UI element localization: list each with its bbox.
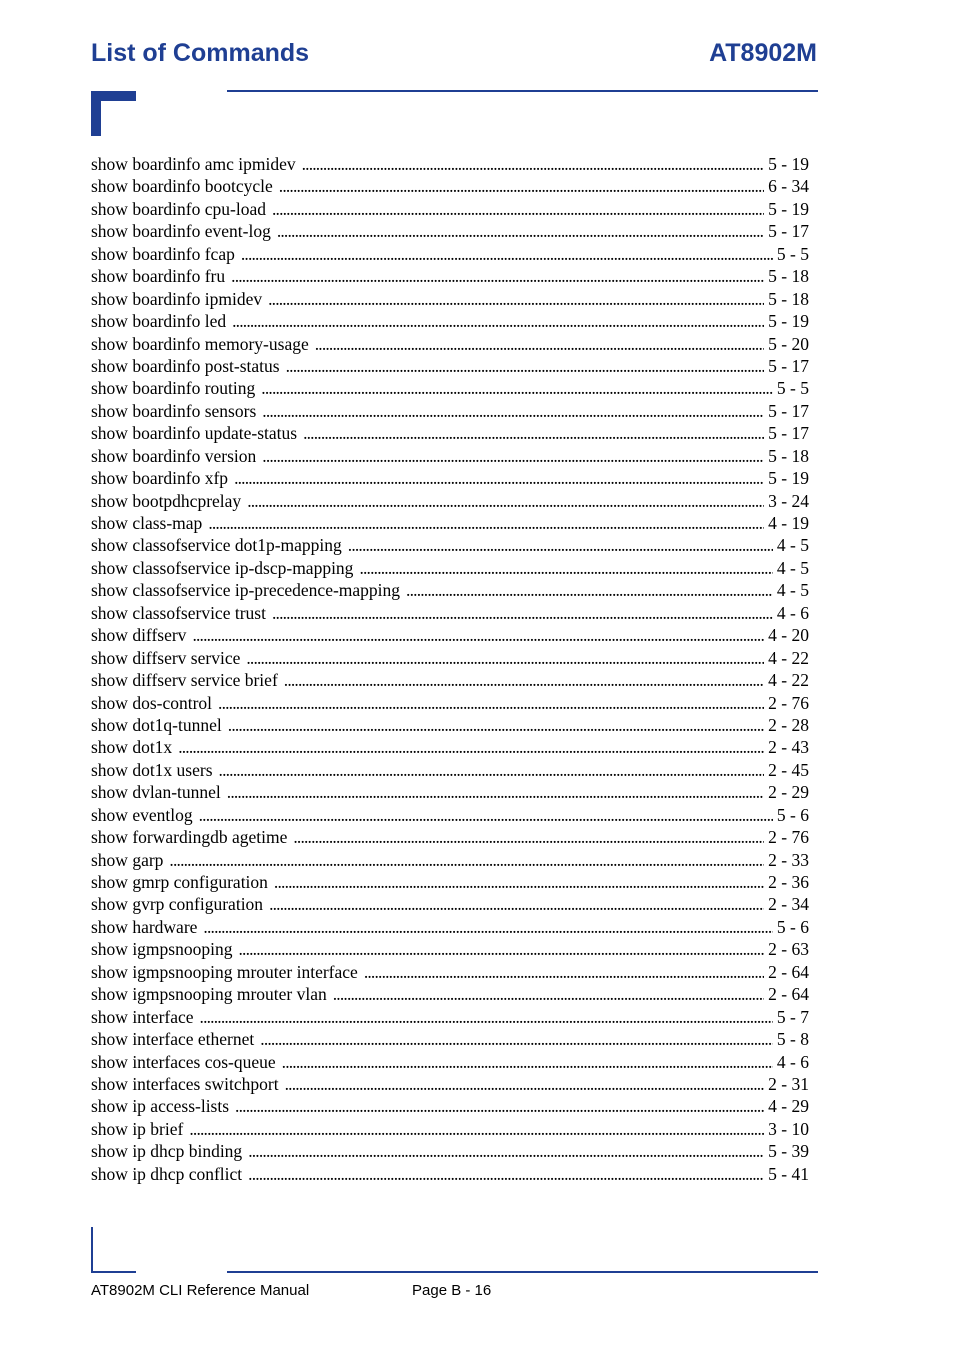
command-entry[interactable] <box>91 333 809 355</box>
command-name: show garp <box>91 849 164 870</box>
command-entry[interactable] <box>91 490 809 512</box>
dot-leader <box>269 893 764 915</box>
command-entry[interactable] <box>91 871 809 893</box>
dot-leader <box>192 624 764 646</box>
command-name: show boardinfo ipmidev <box>91 288 263 309</box>
command-entry[interactable] <box>91 377 809 399</box>
command-page-ref: 4 - 5 <box>776 557 809 578</box>
command-name: show dot1q-tunnel <box>91 714 222 735</box>
command-name: show diffserv <box>91 625 187 646</box>
command-page-ref: 2 - 33 <box>768 849 809 870</box>
command-page-ref: 4 - 19 <box>768 513 809 533</box>
dot-leader <box>261 377 773 399</box>
command-name: show ip brief <box>91 1118 184 1139</box>
command-entry[interactable] <box>91 938 809 960</box>
command-entry[interactable] <box>91 692 809 714</box>
command-page-ref: 5 - 17 <box>768 400 809 421</box>
dot-leader <box>286 355 765 377</box>
command-entry[interactable] <box>91 355 809 377</box>
command-entry[interactable] <box>91 1028 809 1050</box>
dot-leader <box>247 490 764 512</box>
product-name: AT8902M <box>709 39 817 67</box>
command-page-ref: 4 - 6 <box>776 1051 809 1072</box>
command-page-ref: 2 - 64 <box>768 984 809 1005</box>
command-entry[interactable] <box>91 220 809 242</box>
command-entry[interactable] <box>91 849 809 871</box>
manual-title: AT8902M CLI Reference Manual <box>91 1282 310 1299</box>
command-page-ref: 5 - 20 <box>768 333 809 354</box>
command-name: show boardinfo routing <box>91 378 256 399</box>
command-name: show boardinfo memory-usage <box>91 333 309 354</box>
command-name: show boardinfo amc ipmidev <box>91 154 296 174</box>
command-page-ref: 5 - 7 <box>776 1006 809 1027</box>
header-rule <box>227 90 818 92</box>
command-entry[interactable] <box>91 265 809 287</box>
command-name: show boardinfo sensors <box>91 400 257 421</box>
footer-rule <box>227 1271 818 1273</box>
command-name: show diffserv service <box>91 647 241 668</box>
command-page-ref: 2 - 64 <box>768 961 809 982</box>
command-name: show igmpsnooping mrouter vlan <box>91 984 327 1005</box>
command-page-ref: 5 - 5 <box>776 243 809 264</box>
command-entry[interactable] <box>91 400 809 422</box>
dot-leader <box>272 602 773 624</box>
command-entry[interactable] <box>91 1140 809 1162</box>
command-entry[interactable] <box>91 288 809 310</box>
command-page-ref: 4 - 6 <box>776 602 809 623</box>
command-entry[interactable] <box>91 1163 809 1185</box>
command-entry[interactable] <box>91 243 809 265</box>
dot-leader <box>169 849 764 871</box>
command-entry[interactable] <box>91 781 809 803</box>
command-name: show boardinfo fcap <box>91 243 235 264</box>
command-name: show eventlog <box>91 804 193 825</box>
command-page-ref: 5 - 17 <box>768 355 809 376</box>
dot-leader <box>262 445 764 467</box>
command-name: show dvlan-tunnel <box>91 782 221 803</box>
command-page-ref: 5 - 19 <box>768 154 809 174</box>
dot-leader <box>274 871 764 893</box>
dot-leader <box>364 961 764 983</box>
dot-leader <box>219 759 765 781</box>
command-entry[interactable] <box>91 624 809 646</box>
dot-leader <box>199 804 773 826</box>
dot-leader <box>218 692 764 714</box>
dot-leader <box>262 400 764 422</box>
page-number: Page B - 16 <box>412 1282 492 1299</box>
corner-mark-top-vertical <box>91 91 101 136</box>
command-entry[interactable] <box>91 759 809 781</box>
command-entry[interactable] <box>91 198 809 220</box>
command-name: show interface ethernet <box>91 1029 255 1050</box>
dot-leader <box>277 220 764 242</box>
command-page-ref: 2 - 31 <box>768 1073 809 1094</box>
dot-leader <box>232 310 764 332</box>
command-name: show ip dhcp binding <box>91 1141 243 1162</box>
command-entry[interactable] <box>91 669 809 691</box>
command-page-ref: 2 - 43 <box>768 737 809 758</box>
dot-leader <box>178 736 764 758</box>
command-name: show boardinfo led <box>91 311 227 332</box>
dot-leader <box>241 243 773 265</box>
command-name: show boardinfo cpu-load <box>91 198 266 219</box>
command-entry[interactable] <box>91 445 809 467</box>
corner-mark-bottom-horizontal <box>91 1271 136 1273</box>
command-entry[interactable] <box>91 983 809 1005</box>
command-page-ref: 5 - 18 <box>768 445 809 466</box>
command-entry[interactable] <box>91 512 809 534</box>
command-entry[interactable] <box>91 467 809 489</box>
command-page-ref: 5 - 6 <box>776 804 809 825</box>
command-entry[interactable] <box>91 1051 809 1073</box>
command-page-ref: 6 - 34 <box>768 176 809 197</box>
command-page-ref: 5 - 19 <box>768 198 809 219</box>
command-entry[interactable] <box>91 557 809 579</box>
command-page-ref: 5 - 6 <box>776 916 809 937</box>
command-page-ref: 3 - 24 <box>768 490 809 511</box>
dot-leader <box>282 1051 773 1073</box>
command-entry[interactable] <box>91 1095 809 1117</box>
command-page-ref: 5 - 5 <box>776 378 809 399</box>
command-name: show igmpsnooping <box>91 939 233 960</box>
dot-leader <box>238 938 764 960</box>
command-page-ref: 2 - 36 <box>768 872 809 892</box>
command-page-ref: 5 - 19 <box>768 311 809 332</box>
command-page-ref: 2 - 29 <box>768 782 809 803</box>
dot-leader <box>279 175 764 197</box>
command-entry[interactable] <box>91 826 809 848</box>
dot-leader <box>285 1073 765 1095</box>
command-page-ref: 5 - 18 <box>768 288 809 309</box>
dot-leader <box>200 1006 773 1028</box>
command-page-ref: 2 - 45 <box>768 759 809 780</box>
corner-mark-bottom-vertical <box>91 1227 93 1273</box>
command-page-ref: 5 - 39 <box>768 1141 809 1162</box>
command-name: show boardinfo fru <box>91 266 226 287</box>
command-entry[interactable] <box>91 534 809 556</box>
command-name: show classofservice ip-dscp-mapping <box>91 557 354 578</box>
command-entry[interactable] <box>91 1118 809 1140</box>
command-entry[interactable] <box>91 310 809 332</box>
command-name: show ip access-lists <box>91 1096 230 1117</box>
command-page-ref: 2 - 28 <box>768 714 809 735</box>
command-name: show dos-control <box>91 692 213 713</box>
command-page-ref: 3 - 10 <box>768 1118 809 1139</box>
command-name: show boardinfo bootcycle <box>91 176 273 197</box>
command-page-ref: 5 - 19 <box>768 468 809 489</box>
command-name: show boardinfo event-log <box>91 221 271 242</box>
command-page-ref: 4 - 22 <box>768 670 809 691</box>
command-entry[interactable] <box>91 916 809 938</box>
command-entry[interactable] <box>91 647 809 669</box>
command-entry[interactable] <box>91 1073 809 1095</box>
command-name: show bootpdhcprelay <box>91 490 242 511</box>
command-page-ref: 5 - 41 <box>768 1163 809 1184</box>
page-title: List of Commands <box>91 39 310 67</box>
dot-leader <box>208 512 764 534</box>
command-entry[interactable] <box>91 893 809 915</box>
dot-leader <box>268 288 764 310</box>
dot-leader <box>302 153 765 175</box>
command-entry[interactable] <box>91 579 809 601</box>
dot-leader <box>293 826 764 848</box>
dot-leader <box>228 714 764 736</box>
dot-leader <box>189 1118 764 1140</box>
command-name: show dot1x users <box>91 759 213 780</box>
command-entry[interactable] <box>91 714 809 736</box>
command-page-ref: 2 - 63 <box>768 939 809 960</box>
command-page-ref: 4 - 20 <box>768 625 809 646</box>
command-name: show boardinfo xfp <box>91 468 229 489</box>
command-page-ref: 4 - 5 <box>776 535 809 556</box>
command-page-ref: 5 - 18 <box>768 266 809 287</box>
command-entry[interactable] <box>91 736 809 758</box>
dot-leader <box>348 534 773 556</box>
command-name: show interfaces cos-queue <box>91 1051 276 1072</box>
dot-leader <box>406 579 773 601</box>
command-entry[interactable] <box>91 804 809 826</box>
dot-leader <box>235 1095 764 1117</box>
command-entry[interactable] <box>91 175 809 197</box>
dot-leader <box>203 916 773 938</box>
command-name: show diffserv service brief <box>91 670 278 691</box>
command-name: show hardware <box>91 916 198 937</box>
command-name: show interfaces switchport <box>91 1073 279 1094</box>
dot-leader <box>260 1028 773 1050</box>
dot-leader <box>231 265 764 287</box>
command-page-ref: 4 - 22 <box>768 647 809 668</box>
command-page-ref: 5 - 17 <box>768 423 809 444</box>
command-index-list <box>91 153 809 1185</box>
command-name: show boardinfo version <box>91 445 257 466</box>
command-page-ref: 5 - 17 <box>768 221 809 242</box>
command-name: show gmrp configuration <box>91 872 268 892</box>
command-name: show forwardingdb agetime <box>91 827 288 848</box>
command-page-ref: 2 - 76 <box>768 827 809 848</box>
command-name: show interface <box>91 1006 194 1027</box>
command-entry[interactable] <box>91 153 809 175</box>
command-name: show ip dhcp conflict <box>91 1163 243 1184</box>
command-name: show igmpsnooping mrouter interface <box>91 961 358 982</box>
command-entry[interactable] <box>91 422 809 444</box>
command-name: show class-map <box>91 513 203 533</box>
dot-leader <box>227 781 764 803</box>
command-entry[interactable] <box>91 1006 809 1028</box>
dot-leader <box>246 647 764 669</box>
command-name: show classofservice ip-precedence-mapping <box>91 580 401 601</box>
dot-leader <box>315 333 764 355</box>
command-page-ref: 4 - 29 <box>768 1096 809 1117</box>
command-name: show dot1x <box>91 737 173 758</box>
command-entry[interactable] <box>91 602 809 624</box>
command-name: show classofservice trust <box>91 602 266 623</box>
command-name: show boardinfo update-status <box>91 423 298 444</box>
command-name: show classofservice dot1p-mapping <box>91 535 342 556</box>
command-page-ref: 4 - 5 <box>776 580 809 601</box>
command-name: show gvrp configuration <box>91 894 264 915</box>
dot-leader <box>248 1140 764 1162</box>
dot-leader <box>303 422 764 444</box>
dot-leader <box>284 669 764 691</box>
command-name: show boardinfo post-status <box>91 355 280 376</box>
dot-leader <box>272 198 764 220</box>
command-page-ref: 2 - 76 <box>768 692 809 713</box>
dot-leader <box>333 983 764 1005</box>
dot-leader <box>248 1163 764 1185</box>
command-entry[interactable] <box>91 961 809 983</box>
command-page-ref: 5 - 8 <box>776 1029 809 1050</box>
dot-leader <box>359 557 772 579</box>
command-page-ref: 2 - 34 <box>768 894 809 915</box>
dot-leader <box>234 467 764 489</box>
